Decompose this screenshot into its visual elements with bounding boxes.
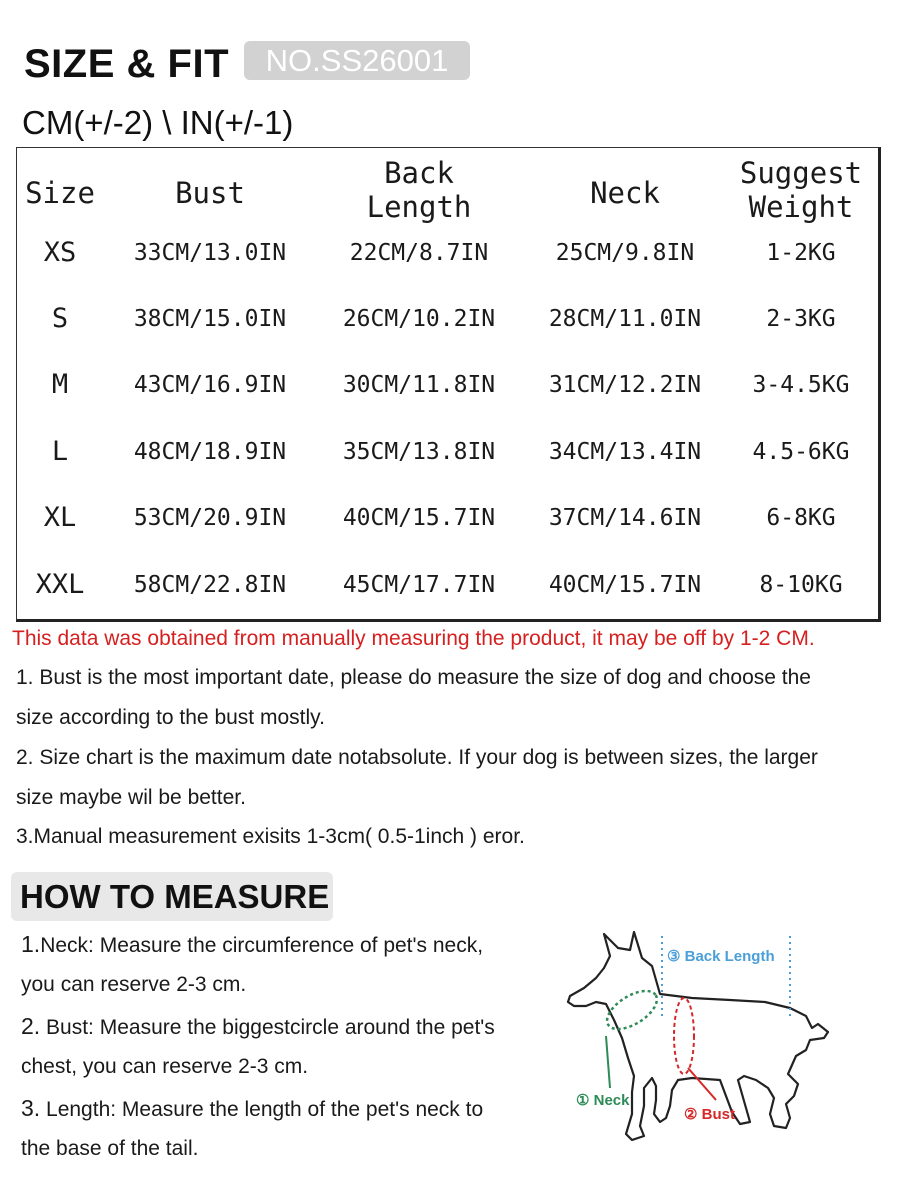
table-cell: 26CM/10.2IN: [342, 306, 496, 332]
note-line: size according to the bust mostly.: [16, 706, 325, 729]
step-text: the base of the tail.: [21, 1137, 199, 1160]
measure-step: [21, 1053, 308, 1081]
note-line: 1. Bust is the most important date, please do measure the size of dog and choose the: [16, 666, 811, 689]
table-cell: 3-4.5KG: [752, 372, 850, 398]
note-line: size maybe wil be better.: [16, 786, 246, 809]
neck-label: ① Neck: [576, 1092, 630, 1109]
measure-step: [21, 930, 483, 960]
column-header: Neck: [590, 176, 660, 210]
size-label-cell: L: [51, 436, 69, 467]
table-cell: 6-8KG: [766, 505, 836, 531]
table-cell: 38CM/15.0IN: [133, 306, 287, 332]
measure-step: [21, 1012, 495, 1042]
step-text: chest, you can reserve 2-3 cm.: [21, 1055, 309, 1078]
column-header: Length: [366, 190, 472, 224]
measure-step: [21, 1135, 198, 1163]
size-label-cell: S: [51, 303, 69, 334]
table-cell: 25CM/9.8IN: [555, 240, 695, 266]
size-label-cell: XL: [43, 502, 77, 533]
how-to-measure-heading: HOW TO MEASURE: [11, 872, 333, 921]
step-number: 1.: [21, 931, 41, 957]
column-header: Size: [25, 176, 95, 210]
table-cell: 4.5-6KG: [752, 439, 850, 465]
model-number-badge: NO.SS26001: [244, 41, 470, 80]
column-header: Suggest: [739, 156, 863, 190]
step-number: 3.: [21, 1095, 41, 1121]
note-line: 2. Size chart is the maximum date notabsolute. If your dog is between sizes, the larger: [16, 746, 818, 769]
table-cell: 34CM/13.4IN: [548, 439, 702, 465]
page-title: SIZE & FIT: [24, 42, 229, 86]
table-cell: 31CM/12.2IN: [548, 372, 702, 398]
table-cell: 2-3KG: [766, 306, 836, 332]
size-label-cell: XS: [43, 237, 77, 268]
table-cell: 58CM/22.8IN: [133, 572, 287, 598]
step-text: Bust: Measure the biggestcircle around the pet's: [40, 1016, 495, 1039]
size-label-cell: XXL: [35, 569, 85, 600]
table-cell: 1-2KG: [766, 240, 836, 266]
column-header: Bust: [175, 176, 245, 210]
table-cell: 43CM/16.9IN: [133, 372, 287, 398]
table-cell: 40CM/15.7IN: [342, 505, 496, 531]
step-text: Length: Measure the length of the pet's neck to: [40, 1098, 484, 1121]
table-cell: 28CM/11.0IN: [548, 306, 702, 332]
table-cell: 22CM/8.7IN: [349, 240, 489, 266]
step-text: Neck: Measure the circumference of pet's neck,: [40, 934, 484, 957]
table-cell: 53CM/20.9IN: [133, 505, 287, 531]
table-cell: 45CM/17.7IN: [342, 572, 496, 598]
measure-step: [21, 1094, 483, 1124]
bust-label: ② Bust: [684, 1106, 735, 1123]
table-cell: 35CM/13.8IN: [342, 439, 496, 465]
note-line: 3.Manual measurement exisits 1-3cm( 0.5-1inch ) eror.: [16, 825, 525, 848]
size-chart-table: [16, 147, 881, 622]
table-cell: 48CM/18.9IN: [133, 439, 287, 465]
column-header: Weight: [748, 190, 854, 224]
size-label-cell: M: [51, 369, 69, 400]
neck-pointer: [606, 1036, 610, 1088]
measure-step: [21, 971, 246, 999]
table-cell: 8-10KG: [759, 572, 843, 598]
table-cell: 30CM/11.8IN: [342, 372, 496, 398]
back-length-label: ③ Back Length: [667, 948, 775, 965]
step-text: you can reserve 2-3 cm.: [21, 973, 247, 996]
table-cell: 40CM/15.7IN: [548, 572, 702, 598]
column-header: Back: [384, 156, 454, 190]
units-note: CM(+/-2) \ IN(+/-1): [22, 104, 294, 141]
table-cell: 33CM/13.0IN: [133, 240, 287, 266]
step-number: 2.: [21, 1013, 41, 1039]
table-cell: 37CM/14.6IN: [548, 505, 702, 531]
dog-measurement-diagram: [560, 928, 890, 1153]
measurement-disclaimer: This data was obtained from manually measuring the product, it may be off by 1-2 CM.: [12, 627, 815, 650]
